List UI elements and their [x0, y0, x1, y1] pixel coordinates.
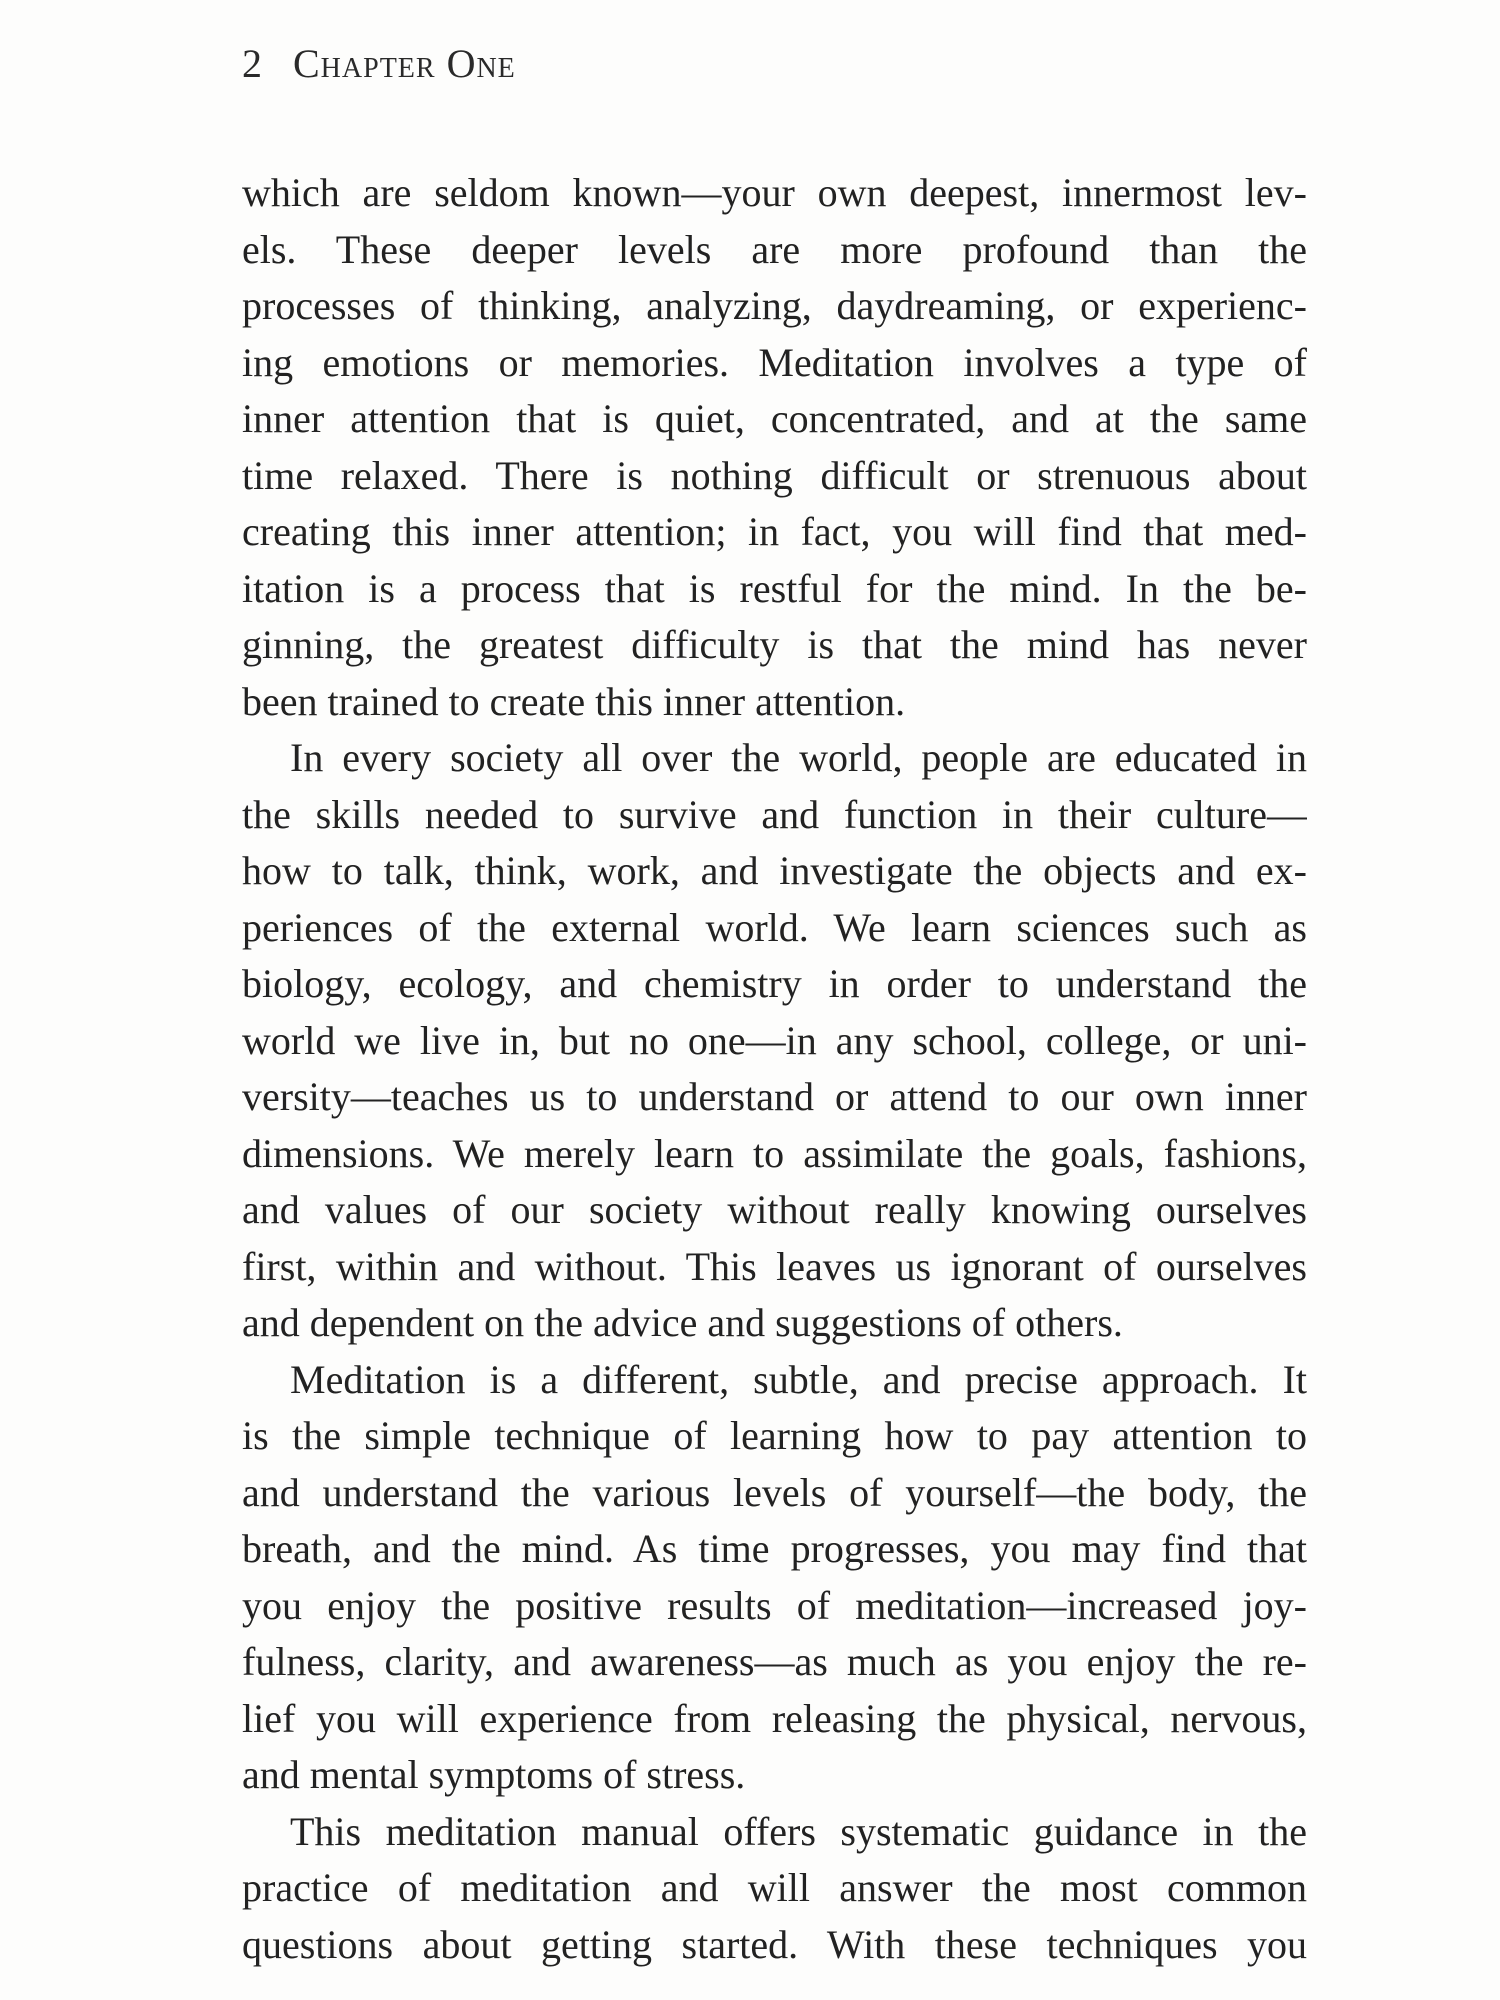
text-line: breath, and the mind. As time progresses, you may find that: [242, 1526, 1307, 1571]
text-line: ginning, the greatest difficulty is that the mind has never: [242, 622, 1307, 667]
text-line: questions about getting started. With these techniques you: [242, 1921, 1307, 1967]
text-line: dimensions. We merely learn to assimilate the goals, fashions,: [242, 1130, 1307, 1176]
text-line: itation is a process that is restful for the mind. In the be-: [242, 565, 1307, 611]
text-line: versity—teaches us to understand or attend to our own inner: [242, 1074, 1307, 1119]
text-line: periences of the external world. We learn sciences such as: [242, 904, 1307, 950]
text-line: practice of meditation and will answer the most common: [242, 1865, 1307, 1910]
text-line: is the simple technique of learning how to pay attention to: [242, 1413, 1307, 1458]
text-line: In every society all over the world, people are educated in: [290, 735, 1307, 780]
paragraph: [242, 165, 1307, 730]
paragraph: [242, 1804, 1307, 1974]
text-line: which are seldom known—your own deepest, innermost lev-: [242, 170, 1307, 215]
text-line: and dependent on the advice and suggestions of others.: [242, 1300, 1123, 1345]
text-line: This meditation manual offers systematic guidance in the: [290, 1808, 1307, 1854]
text-line: and values of our society without really knowing ourselves: [242, 1187, 1307, 1232]
text-line: and understand the various levels of yourself—the body, the: [242, 1469, 1307, 1515]
text-line: you enjoy the positive results of meditation—increased joy-: [242, 1582, 1307, 1628]
text-line: been trained to create this inner attention.: [242, 678, 906, 724]
text-line: inner attention that is quiet, concentrated, and at the same: [242, 396, 1307, 441]
text-line: world we live in, but no one—in any school, college, or uni-: [242, 1017, 1307, 1063]
page-number: 2: [242, 41, 263, 86]
body-text: [242, 165, 1307, 1973]
running-head: [242, 40, 516, 87]
text-line: first, within and without. This leaves us ignorant of ourselves: [242, 1243, 1307, 1289]
text-line: fulness, clarity, and awareness—as much as you enjoy the re-: [242, 1639, 1307, 1684]
text-line: processes of thinking, analyzing, daydreaming, or experienc-: [242, 283, 1307, 328]
paragraph: [242, 1352, 1307, 1804]
text-line: els. These deeper levels are more profound than the: [242, 226, 1307, 272]
text-line: the skills needed to survive and function in their culture—: [242, 791, 1307, 837]
text-line: time relaxed. There is nothing difficult or strenuous about: [242, 452, 1307, 498]
text-line: biology, ecology, and chemistry in order to understand the: [242, 961, 1307, 1006]
text-line: Meditation is a different, subtle, and precise approach. It: [290, 1356, 1307, 1402]
text-line: how to talk, think, work, and investigate the objects and ex-: [242, 848, 1307, 893]
paragraph: [242, 730, 1307, 1352]
text-line: creating this inner attention; in fact, you will find that med-: [242, 509, 1307, 554]
text-line: and mental symptoms of stress.: [242, 1752, 746, 1797]
chapter-title: Chapter One: [293, 41, 516, 86]
text-line: ing emotions or memories. Meditation involves a type of: [242, 339, 1307, 385]
text-line: lief you will experience from releasing the physical, nervous,: [242, 1695, 1307, 1741]
